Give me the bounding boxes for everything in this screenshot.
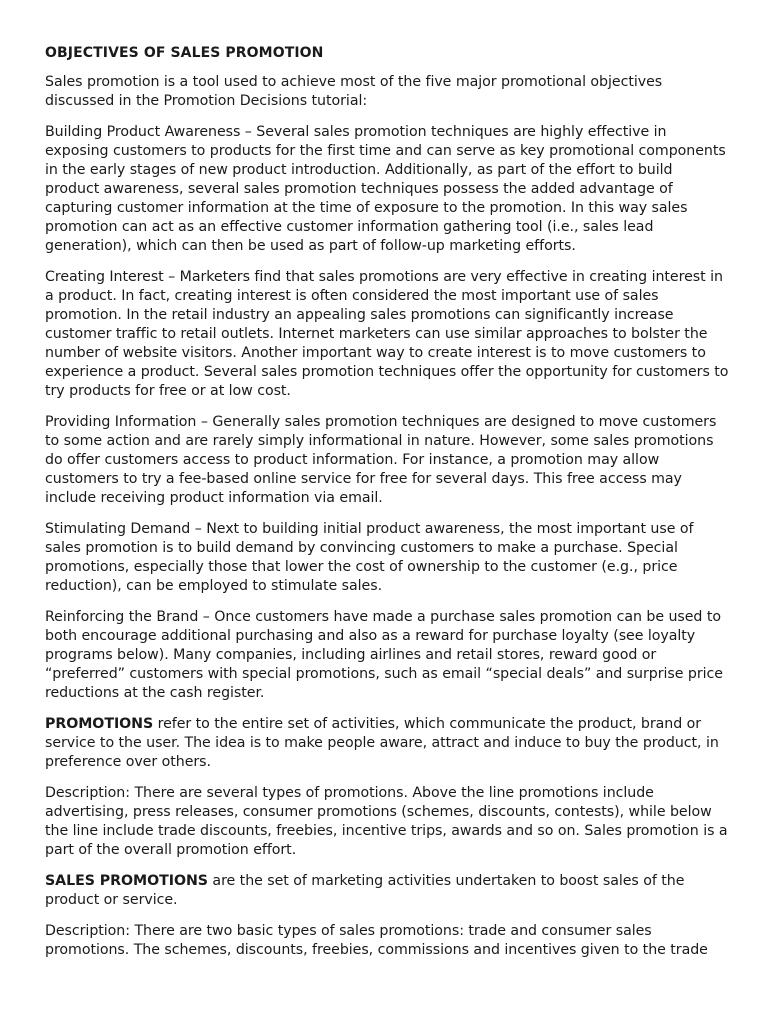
sales-promotions-definition-paragraph bbox=[45, 872, 729, 910]
promotions-definition-paragraph bbox=[45, 715, 729, 772]
document-heading: OBJECTIVES OF SALES PROMOTION bbox=[45, 45, 324, 61]
document-page bbox=[45, 44, 729, 972]
sales-promotions-term: SALES PROMOTIONS bbox=[45, 873, 208, 889]
objective-paragraph-demand: Stimulating Demand – Next to building initial product awareness, the most important use of sales promotion is to build demand by convincing customers to make a purchase. Special promotions, especially those that lower the cost of ownership to the customer (e.g., price reduction), can be employed to stimulate sales. bbox=[45, 521, 694, 594]
promotions-term: PROMOTIONS bbox=[45, 716, 154, 732]
objective-paragraph-awareness: Building Product Awareness – Several sales promotion techniques are highly effective in exposing customers to products for the first time and can serve as key promotional components in the early stages of new product introduction. Additionally, as part of the effort to build product awareness, several sales promotion techniques possess the added advantage of capturing customer information at the time of exposure to the promotion. In this way sales promotion can act as an effective customer information gathering tool (i.e., sales lead generation), which can then be used as part of follow-up marketing efforts. bbox=[45, 124, 726, 254]
objective-paragraph-information: Providing Information – Generally sales promotion techniques are designed to move customers to some action and are rarely simply informational in nature. However, some sales promotions do offer customers access to product information. For instance, a promotion may allow customers to try a fee-based online service for free for several days. This free access may include receiving product information via email. bbox=[45, 414, 717, 506]
sales-promotions-definition-text: are the set of marketing activities undertaken to boost sales of the product or service. bbox=[45, 873, 685, 908]
promotions-definition-text: refer to the entire set of activities, which communicate the product, brand or service to the user. The idea is to make people aware, attract and induce to buy the product, in preference over others. bbox=[45, 716, 719, 770]
intro-paragraph: Sales promotion is a tool used to achieve most of the five major promotional objectives discussed in the Promotion Decisions tutorial: bbox=[45, 74, 663, 109]
objective-paragraph-interest: Creating Interest – Marketers find that sales promotions are very effective in creating interest in a product. In fact, creating interest is often considered the most important use of sales promotion. In the retail industry an appealing sales promotions can significantly increase customer traffic to retail outlets. Internet marketers can use similar approaches to bolster the number of website visitors. Another important way to create interest is to move customers to experience a product. Several sales promotion techniques offer the opportunity for customers to try products for free or at low cost. bbox=[45, 269, 729, 399]
sales-promotions-description-paragraph: Description: There are two basic types of sales promotions: trade and consumer sales promotions. The schemes, discounts, freebies, commissions and incentives given to the trade bbox=[45, 923, 708, 958]
objective-paragraph-brand: Reinforcing the Brand – Once customers have made a purchase sales promotion can be used to both encourage additional purchasing and also as a reward for purchase loyalty (see loyalty programs below). Many companies, including airlines and retail stores, reward good or “preferred” customers with special promotions, such as email “special deals” and surprise price reductions at the cash register. bbox=[45, 609, 723, 701]
promotions-description-paragraph: Description: There are several types of promotions. Above the line promotions include advertising, press releases, consumer promotions (schemes, discounts, contests), while below the line include trade discounts, freebies, incentive trips, awards and so on. Sales promotion is a part of the overall promotion effort. bbox=[45, 785, 728, 858]
